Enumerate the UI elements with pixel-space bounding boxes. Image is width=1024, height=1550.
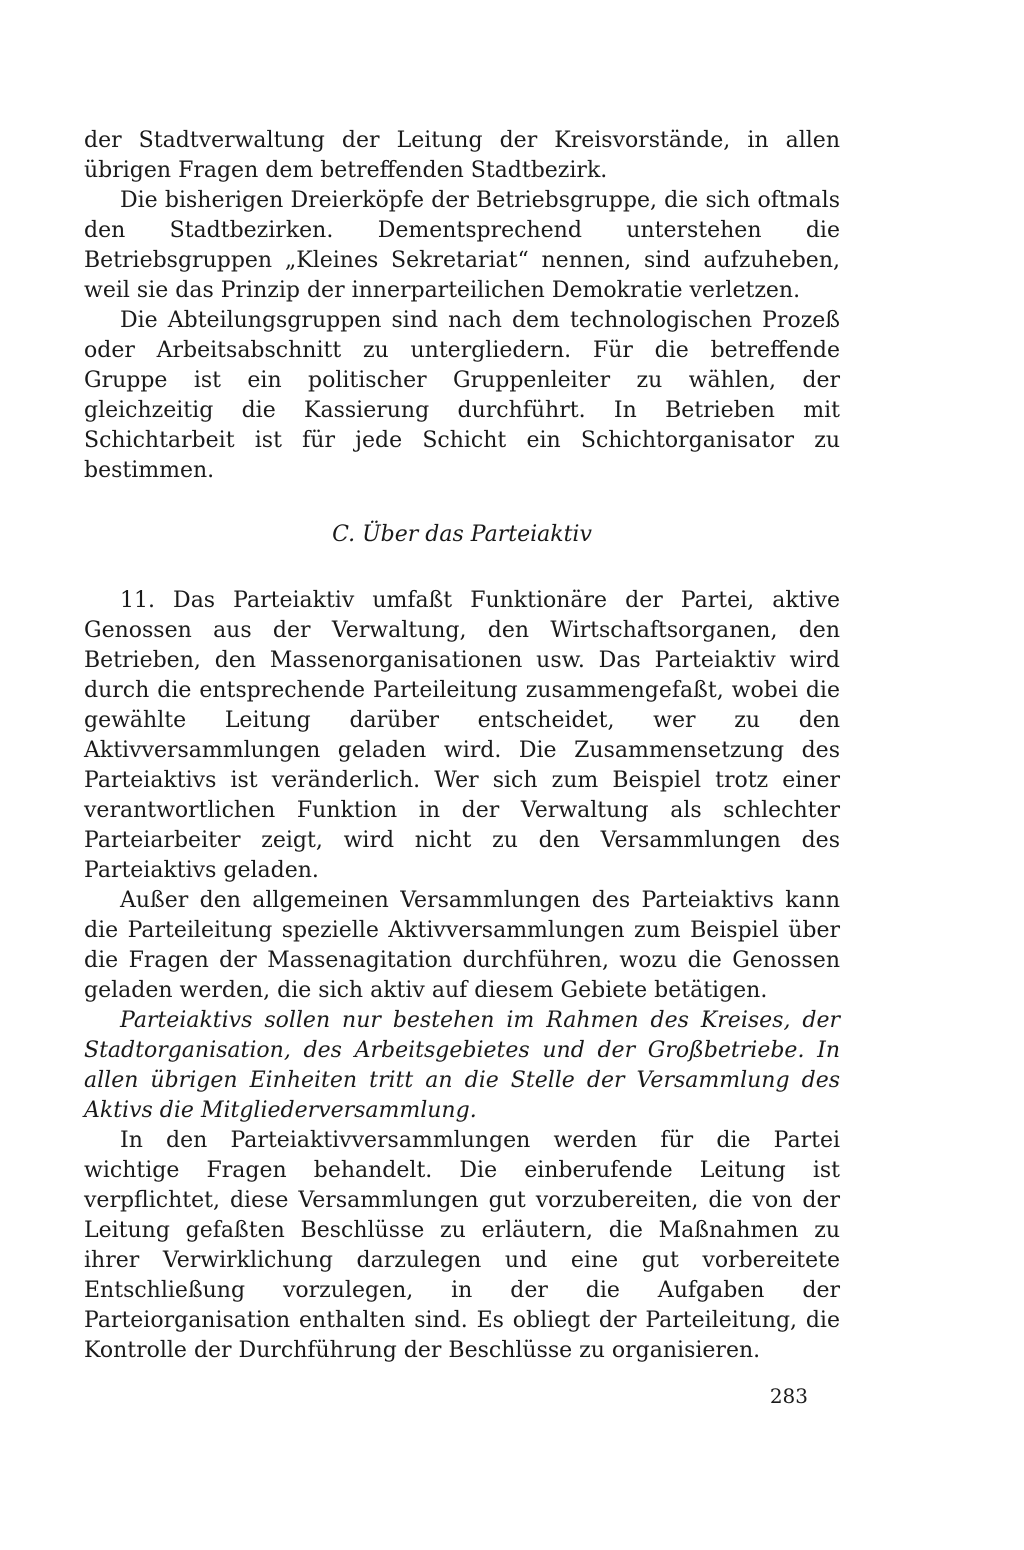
body-text bbox=[84, 126, 840, 1366]
paragraph-italic-rahmen: Parteiaktivs sollen nur bestehen im Rahmen des Kreises, der Stadtorganisation, des Arbeitsgebietes und der Großbetriebe. In allen übrigen Einheiten tritt an die Stelle der Versammlung des Aktivs die Mitgliederversammlung. bbox=[84, 1008, 840, 1123]
section-heading: C. Über das Parteiaktiv bbox=[332, 522, 592, 547]
paragraph-dreierkoepfe: Die bisherigen Dreierköpfe der Betriebsgruppe, die sich oftmals den Stadtbezirken. Dementsprechend unterstehen die Betriebsgruppen „Kleines Sekretariat“ nennen, sind aufzuheben, weil sie das Prinzip der innerparteilichen Demokratie verletzen. bbox=[84, 188, 840, 303]
paragraph-aktivversammlungen: Außer den allgemeinen Versammlungen des Parteiaktivs kann die Parteileitung spezielle Aktivversammlungen zum Beispiel über die Fragen der Massenagitation durchführen, wozu die Genossen geladen werden, die sich aktiv auf diesem Gebiete betätigen. bbox=[84, 888, 840, 1003]
paragraph-continuation: der Stadtverwaltung der Leitung der Kreisvorstände, in allen übrigen Fragen dem betreffenden Stadtbezirk. bbox=[84, 128, 840, 183]
paragraph-11-parteiaktiv: 11. Das Parteiaktiv umfaßt Funktionäre der Partei, aktive Genossen aus der Verwaltung, den Wirtschaftsorganen, den Betrieben, den Massenorganisationen usw. Das Parteiaktiv wird durch die entsprechende Parteileitung zusammengefaßt, wobei die gewählte Leitung darüber entscheidet, wer zu den Aktivversammlungen geladen wird. Die Zusammensetzung des Parteiaktivs ist veränderlich. Wer sich zum Beispiel trotz einer verantwortlichen Funktion in der Verwaltung als schlechter Parteiarbeiter zeigt, wird nicht zu den Versammlungen des Parteiaktivs geladen. bbox=[84, 588, 840, 883]
paragraph-parteiaktivversammlungen: In den Parteiaktivversammlungen werden für die Partei wichtige Fragen behandelt. Die einberufende Leitung ist verpflichtet, diese Versammlungen gut vorzubereiten, die von der Leitung gefaßten Beschlüsse zu erläutern, die Maßnahmen zu ihrer Verwirklichung darzulegen und eine gut vorbereitete Entschließung vorzulegen, in der die Aufgaben der Parteiorganisation enthalten sind. Es obliegt der Parteileitung, die Kontrolle der Durchführung der Beschlüsse zu organisieren. bbox=[84, 1128, 840, 1363]
page-number: 283 bbox=[769, 1384, 808, 1408]
paragraph-abteilungsgruppen: Die Abteilungsgruppen sind nach dem technologischen Prozeß oder Arbeitsabschnitt zu untergliedern. Für die betreffende Gruppe ist ein politischer Gruppenleiter zu wählen, der gleichzeitig die Kassierung durchführt. In Betrieben mit Schichtarbeit ist für jede Schicht ein Schichtorganisator zu bestimmen. bbox=[84, 308, 840, 483]
